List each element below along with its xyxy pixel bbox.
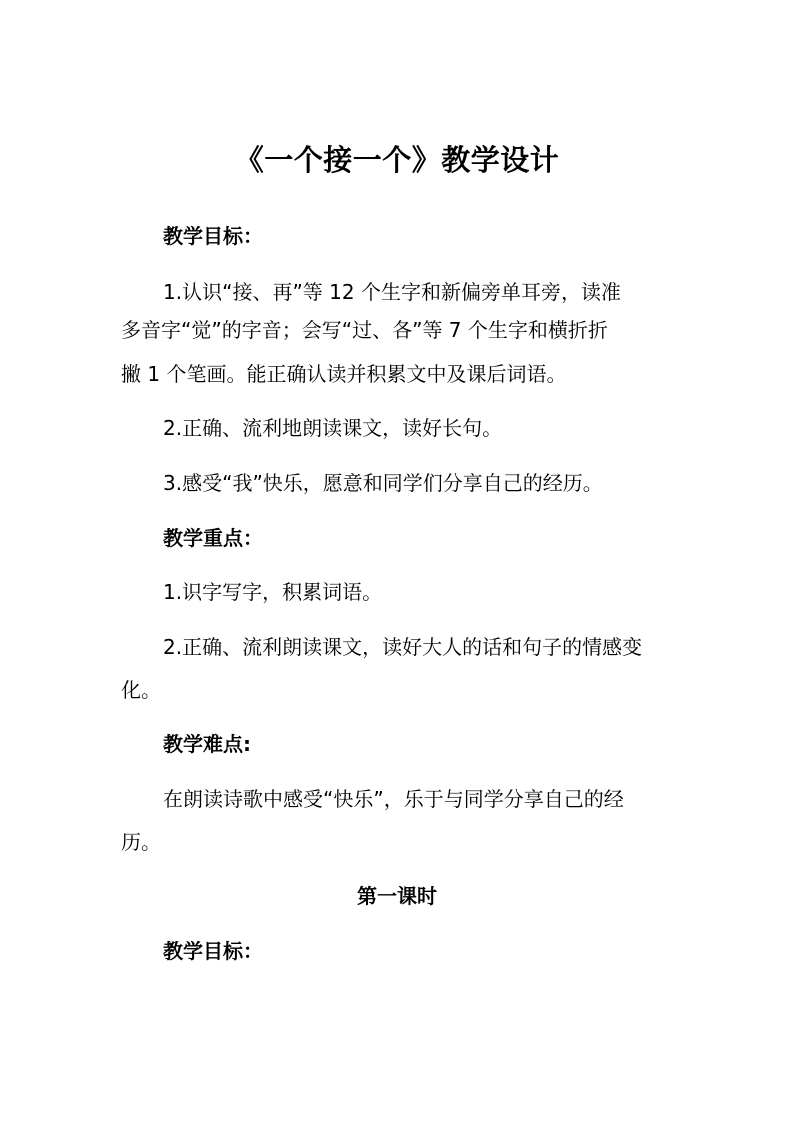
objective-3: 3.感受“我”快乐，愿意和同学们分享自己的经历。 (163, 471, 603, 495)
lesson-heading: 第一课时 (357, 884, 437, 908)
key-point-2-line-2: 化。 (121, 678, 161, 702)
key-points-heading: 教学重点： (163, 526, 263, 550)
difficulties-heading: 教学难点: (163, 732, 251, 756)
key-point-2-line-1: 2.正确、流利朗读课文，读好大人的话和句子的情感变 (163, 635, 643, 659)
objective-1-line-3: 撇 1 个笔画。能正确认读并积累文中及课后词语。 (121, 362, 567, 386)
document-title: 《一个接一个》教学设计 (234, 143, 560, 177)
objective-1-line-1: 1.认识“接、再”等 12 个生字和新偏旁单耳旁，读准 (163, 280, 621, 304)
objective-2: 2.正确、流利地朗读课文，读好长句。 (163, 416, 503, 440)
difficulty-line-1: 在朗读诗歌中感受“快乐”，乐于与同学分享自己的经 (163, 787, 624, 811)
objective-1-line-2: 多音字“觉”的字音；会写“过、各”等 7 个生字和横折折 (121, 318, 608, 342)
lesson-objectives-heading: 教学目标： (163, 939, 263, 963)
key-point-1: 1.识字写字，积累词语。 (163, 580, 383, 604)
objectives-heading: 教学目标： (163, 224, 263, 248)
difficulty-line-2: 历。 (121, 830, 161, 854)
